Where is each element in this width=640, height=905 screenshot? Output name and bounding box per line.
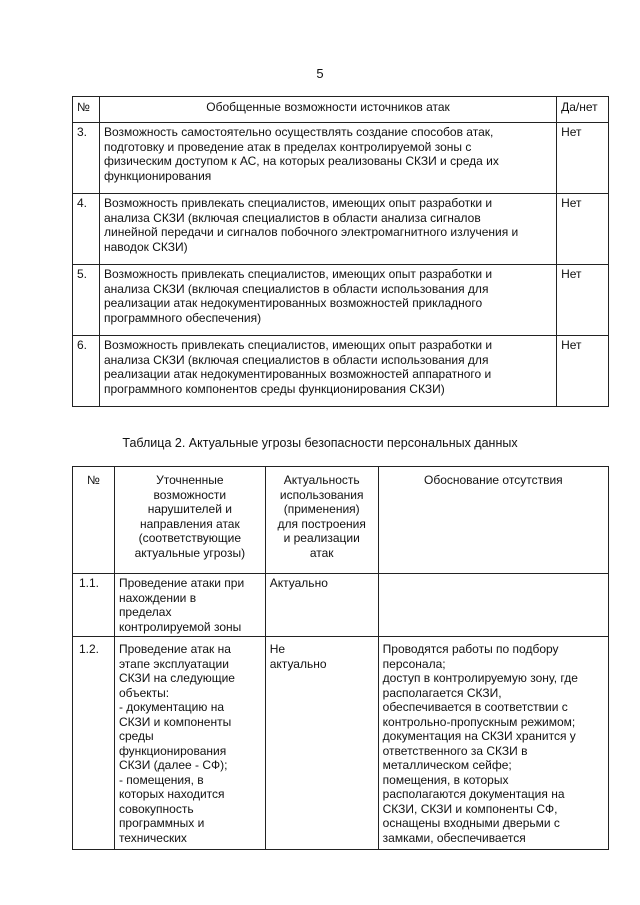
row-answer: Нет xyxy=(557,123,609,194)
row-number: 1.1. xyxy=(73,574,115,637)
table-caption: Таблица 2. Актуальные угрозы безопасности персональных данных xyxy=(122,436,518,450)
row-number: 4. xyxy=(73,194,100,265)
row-capability: Проведение атаки при нахождении в пределах контролируемой зоны xyxy=(114,574,265,637)
header-capabilities: Уточненные возможности нарушителей и направления атак (соответствующие актуальные угрозы) xyxy=(114,467,265,574)
table-row xyxy=(73,123,609,194)
row-capability: Проведение атак на этапе эксплуатации СКЗИ на следующие объекты: - документацию на СКЗИ и компоненты среды функционирования СКЗИ (далее - СФ); - помещения, в которых находится совокупность программных и технических xyxy=(114,637,265,850)
row-answer: Нет xyxy=(557,336,609,407)
row-number: 3. xyxy=(73,123,100,194)
header-capabilities: Обобщенные возможности источников атак xyxy=(99,97,556,123)
row-capability: Возможность привлекать специалистов, имеющих опыт разработки и анализа СКЗИ (включая специалистов в области анализа сигналов линейной передачи и сигналов побочного электромагнитного излучения и наводок СКЗИ) xyxy=(99,194,556,265)
row-capability: Возможность самостоятельно осуществлять создание способов атак, подготовку и проведение атак в пределах контролируемой зоны с физическим доступом к АС, на которых реализованы СКЗИ и среда их функционирования xyxy=(99,123,556,194)
table-header-row xyxy=(73,467,609,574)
header-number: № xyxy=(73,97,100,123)
header-justification: Обоснование отсутствия xyxy=(378,467,608,574)
header-relevance: Актуальность использования (применения) для построения и реализации атак xyxy=(265,467,378,574)
table-row xyxy=(73,194,609,265)
table-row xyxy=(73,336,609,407)
row-number: 1.2. xyxy=(73,637,115,850)
row-answer: Нет xyxy=(557,265,609,336)
row-number: 5. xyxy=(73,265,100,336)
threats-table xyxy=(72,466,609,850)
row-relevance: Актуально xyxy=(265,574,378,637)
row-number: 6. xyxy=(73,336,100,407)
row-justification: Проводятся работы по подбору персонала; доступ в контролируемую зону, где располагается СКЗИ, обеспечивается в соответствии с контрольно-пропускным режимом; документация на СКЗИ хранится у ответственного за СКЗИ в металлическом сейфе; помещения, в которых располагаются документация на СКЗИ, СКЗИ и компоненты СФ, оснащены входными дверьми с замками, обеспечивается xyxy=(378,637,608,850)
header-yes-no: Да/нет xyxy=(557,97,609,123)
row-answer: Нет xyxy=(557,194,609,265)
header-number: № xyxy=(73,467,115,574)
row-capability: Возможность привлекать специалистов, имеющих опыт разработки и анализа СКЗИ (включая специалистов в области использования для реализации атак недокументированных возможностей прикладного программного обеспечения) xyxy=(99,265,556,336)
table-row xyxy=(73,574,609,637)
row-capability: Возможность привлекать специалистов, имеющих опыт разработки и анализа СКЗИ (включая специалистов в области использования для реализации атак недокументированных возможностей аппаратного и программного компонентов среды функционирования СКЗИ) xyxy=(99,336,556,407)
row-relevance: Не актуально xyxy=(265,637,378,850)
capabilities-table xyxy=(72,96,609,407)
row-justification xyxy=(378,574,608,637)
table-row xyxy=(73,265,609,336)
page-number: 5 xyxy=(316,66,324,81)
table-row xyxy=(73,637,609,850)
table-header-row xyxy=(73,97,609,123)
